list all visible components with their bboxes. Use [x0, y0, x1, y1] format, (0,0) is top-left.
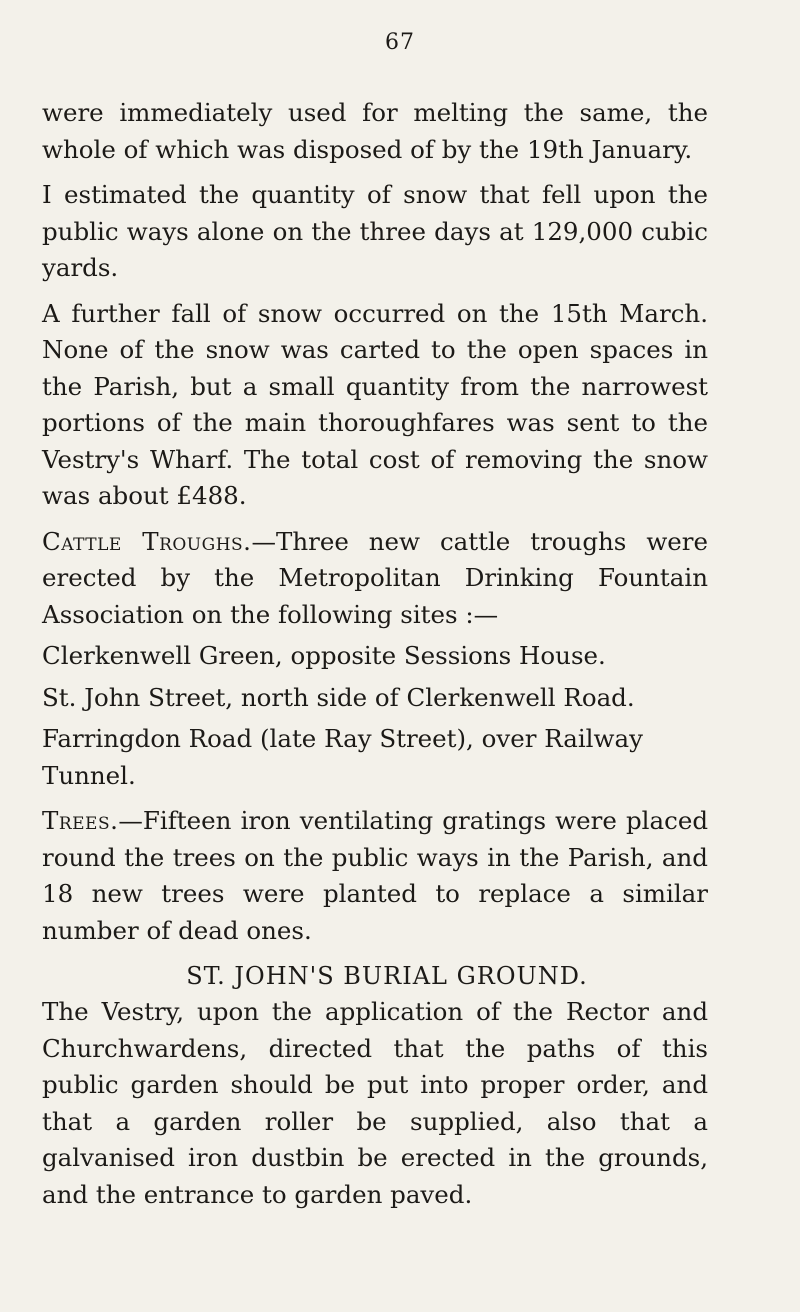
paragraph-cattle-troughs [42, 524, 708, 634]
list-item: St. John Street, north side of Clerkenwell Road. [42, 682, 635, 712]
list-item: Farringdon Road (late Ray Street), over Railway Tunnel. [42, 724, 643, 790]
trees-text: —Fifteen iron ventilating gratings were placed round the trees on the public ways in the Parish, and 18 new trees were planted to replace a similar number of dead ones. [42, 806, 708, 945]
list-item: Clerkenwell Green, opposite Sessions House. [42, 641, 606, 670]
trees-heading: Trees. [42, 806, 119, 835]
paragraph-snow-quantity: I estimated the quantity of snow that fell upon the public ways alone on the three days at 129,000 cubic yards. [42, 180, 708, 282]
paragraph-burial-ground: The Vestry, upon the application of the Rector and Churchwardens, directed that the paths of this public garden should be put into proper order, and that a garden roller be supplied, also that a galvanised iron dustbin be erected in the grounds, and the entrance to garden paved. [42, 997, 708, 1209]
section-heading: ST. JOHN'S BURIAL GROUND. [186, 962, 588, 990]
paragraph-snow-melting: were immediately used for melting the same, the whole of which was disposed of by the 19th January. [42, 98, 708, 164]
cattle-troughs-text: —Three new cattle troughs were erected by the Metropolitan Drinking Fountain Association on the following sites :— [42, 526, 708, 629]
paragraph-snow-march: A further fall of snow occurred on the 15th March. None of the snow was carted to the open spaces in the Parish, but a small quantity from the narrowest portions of the main thoroughfares was sent to the Vestry's Wharf. The total cost of removing the snow was about £488. [42, 298, 708, 510]
page-number: 67 [385, 30, 415, 55]
cattle-troughs-heading: Cattle Troughs. [42, 526, 252, 556]
paragraph-trees [42, 803, 708, 949]
